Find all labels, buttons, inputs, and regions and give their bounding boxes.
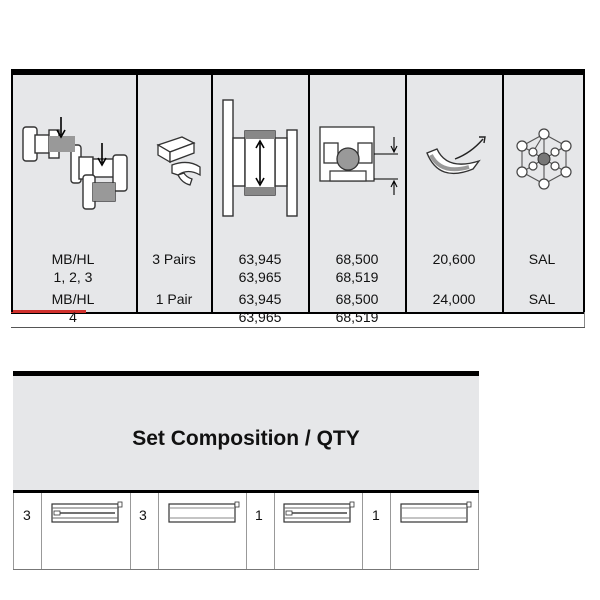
set-header bbox=[13, 376, 479, 493]
housing-bore-cell bbox=[312, 290, 402, 326]
table-row bbox=[11, 290, 585, 330]
inner-max-value: 63,965 bbox=[238, 309, 282, 325]
bore-min-value: 68,500 bbox=[335, 251, 379, 267]
column-divider bbox=[274, 493, 275, 569]
bore-max-value: 68,519 bbox=[335, 309, 379, 325]
set-composition-title: Set Composition / QTY bbox=[132, 427, 360, 450]
spec-table bbox=[11, 69, 585, 329]
width-cell: 20,600 bbox=[432, 251, 476, 267]
inner-min-value: 63,945 bbox=[238, 291, 282, 307]
width-cell: 24,000 bbox=[432, 291, 476, 307]
set-left-border bbox=[13, 493, 14, 569]
plain-bearing-shell-icon bbox=[168, 501, 240, 530]
table-bottom-border bbox=[11, 327, 585, 328]
grooved-bearing-shell-icon bbox=[283, 501, 355, 530]
inner-max-value: 63,965 bbox=[238, 269, 282, 285]
column-divider bbox=[390, 493, 391, 569]
inner-min-value: 63,945 bbox=[238, 251, 282, 267]
set-composition-table bbox=[13, 371, 479, 572]
set-qty: 3 bbox=[139, 507, 147, 523]
column-divider bbox=[478, 493, 479, 569]
grooved-bearing-shell-icon bbox=[51, 501, 123, 530]
material-cell: SAL bbox=[528, 251, 556, 267]
set-bottom-border bbox=[13, 569, 479, 570]
bore-min-value: 68,500 bbox=[335, 291, 379, 307]
qty-cell: 3 Pairs bbox=[152, 251, 196, 267]
position-label: MB/HL bbox=[51, 251, 95, 267]
column-divider bbox=[41, 493, 42, 569]
bore-max-value: 68,519 bbox=[335, 269, 379, 285]
set-qty: 1 bbox=[372, 507, 380, 523]
set-qty: 3 bbox=[23, 507, 31, 523]
qty-cell: 1 Pair bbox=[155, 291, 193, 307]
column-divider bbox=[246, 493, 247, 569]
inner-diameter-cell bbox=[215, 290, 305, 326]
position-sub-label: 1, 2, 3 bbox=[53, 269, 93, 285]
table-right-border bbox=[584, 312, 585, 328]
column-divider bbox=[158, 493, 159, 569]
position-label: MB/HL bbox=[51, 291, 95, 307]
position-cell bbox=[28, 250, 118, 286]
position-sub-label: 4 bbox=[69, 309, 77, 325]
table-row bbox=[11, 250, 585, 290]
column-divider bbox=[130, 493, 131, 569]
position-cell bbox=[28, 290, 118, 326]
plain-bearing-shell-icon bbox=[400, 501, 472, 530]
set-qty: 1 bbox=[255, 507, 263, 523]
housing-bore-cell bbox=[312, 250, 402, 286]
inner-diameter-cell bbox=[215, 250, 305, 286]
column-divider bbox=[362, 493, 363, 569]
material-cell: SAL bbox=[528, 291, 556, 307]
